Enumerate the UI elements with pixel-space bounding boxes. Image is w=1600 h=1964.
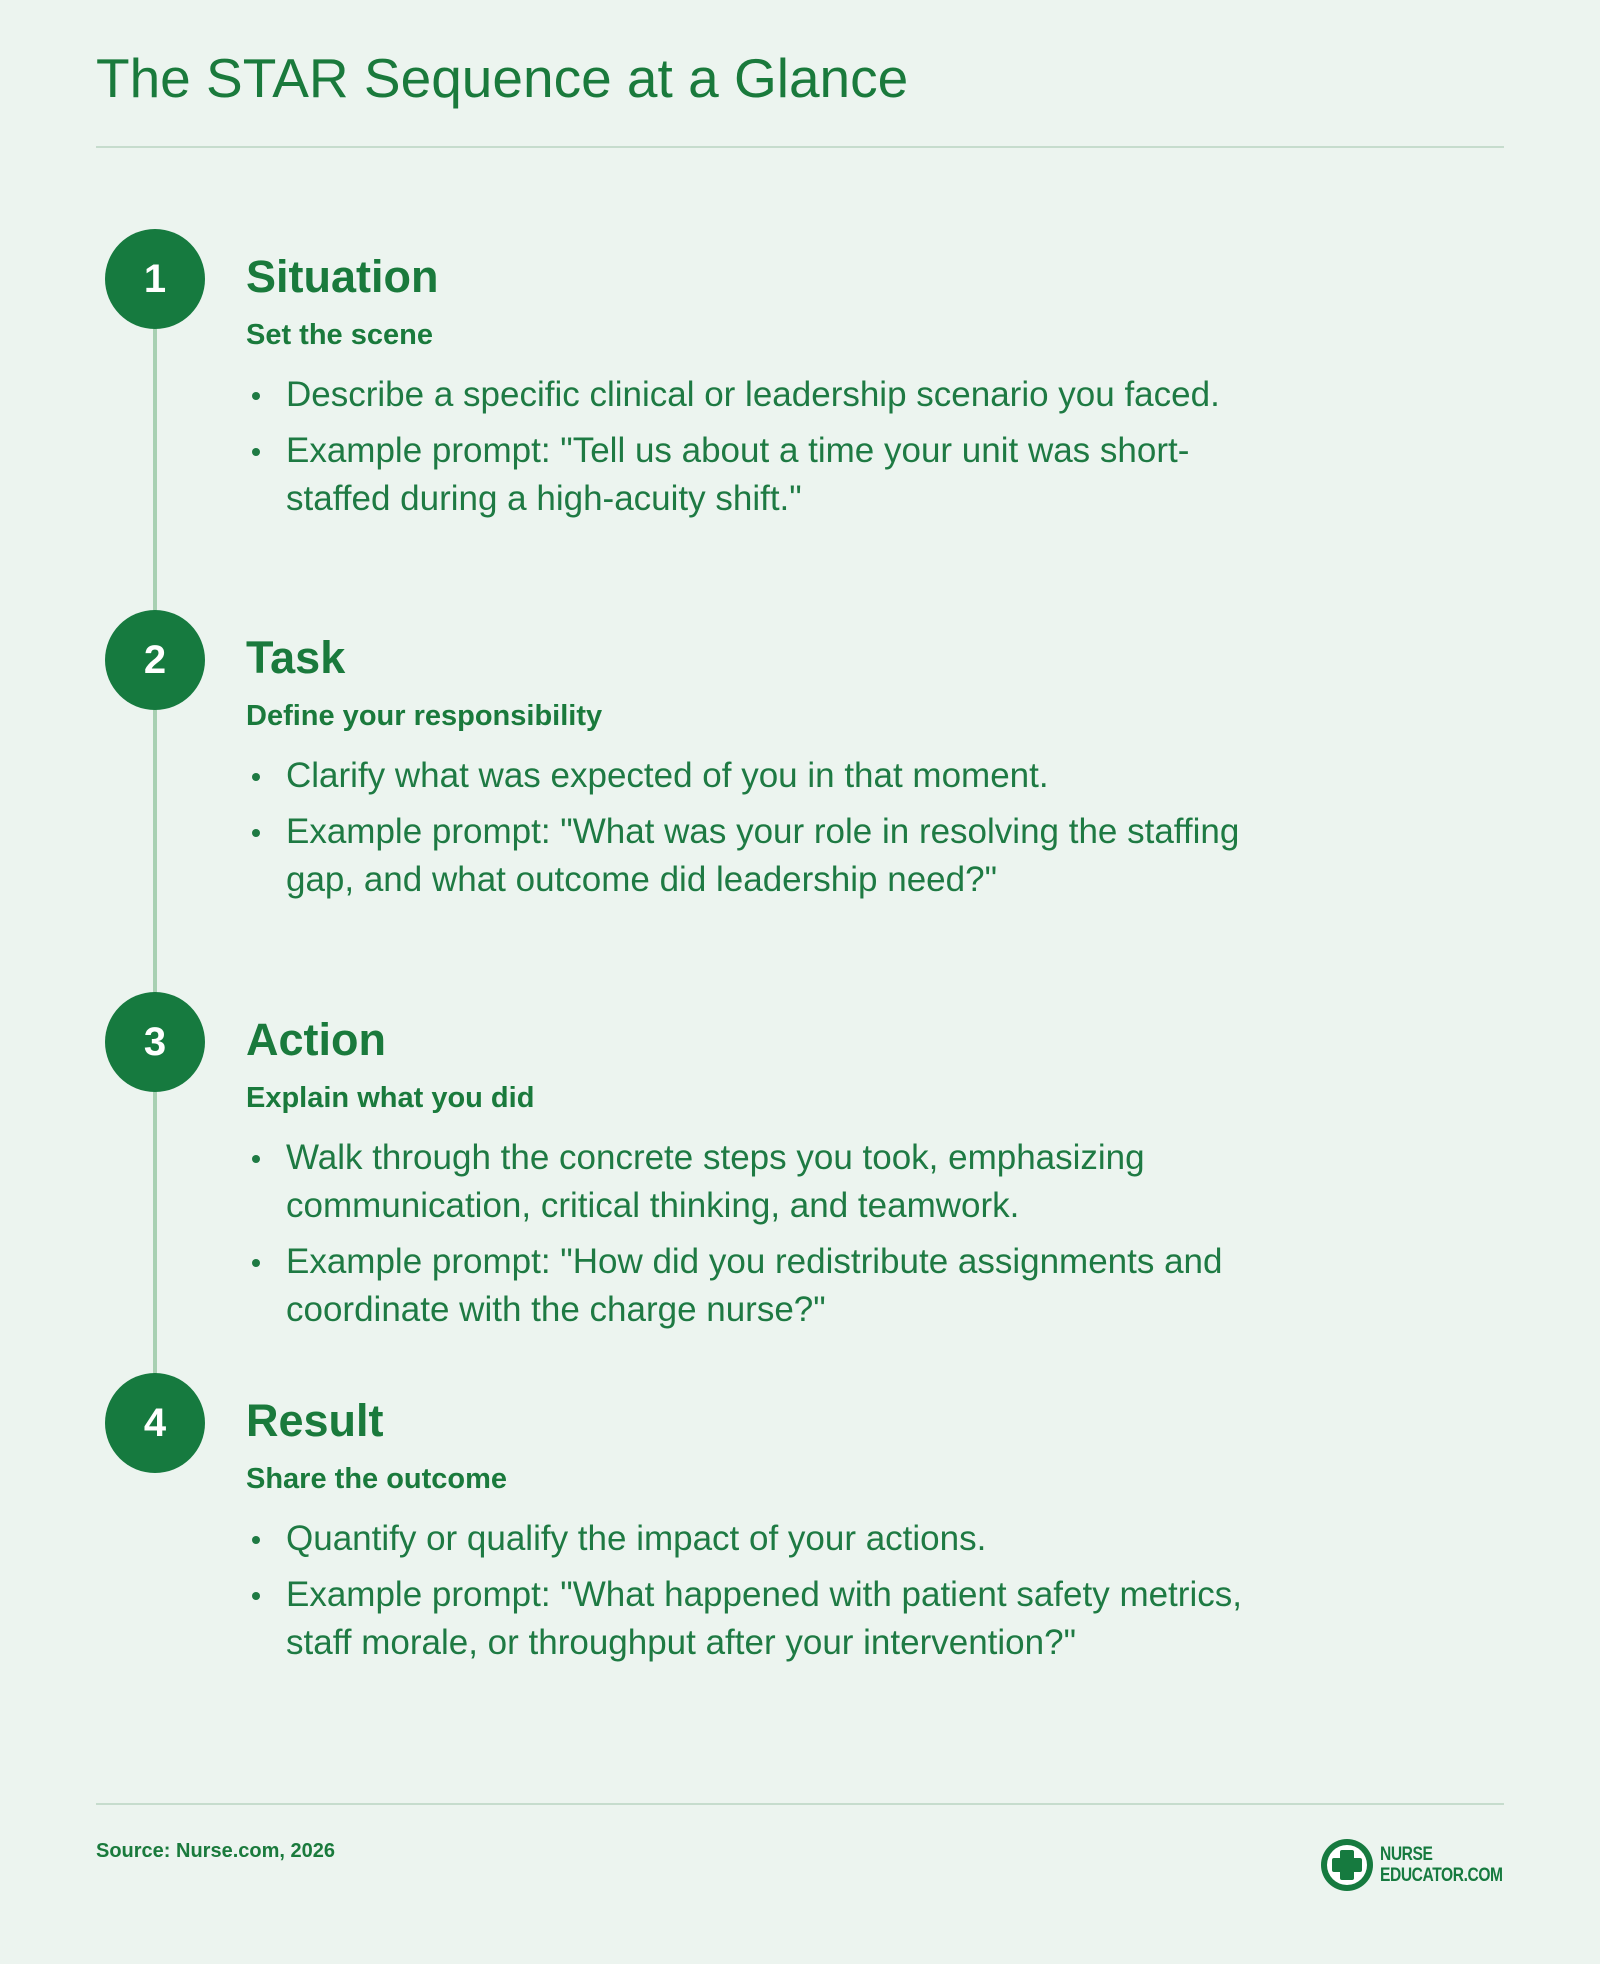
step-4-title: Result — [246, 1395, 384, 1446]
bullet-item — [246, 1571, 1246, 1667]
step-2-number-badge: 2 — [105, 610, 205, 710]
source-note: Source: Nurse.com, 2026 — [96, 1840, 335, 1862]
bullet-dot-icon — [252, 829, 260, 837]
step-3-bullet-list — [246, 1134, 1246, 1334]
timeline-connector — [153, 280, 157, 1430]
logo-line-1: NURSE — [1380, 1844, 1433, 1865]
bullet-dot-icon — [252, 1155, 260, 1163]
step-4-subtitle: Share the outcome — [246, 1463, 508, 1495]
bullet-dot-icon — [252, 1259, 260, 1267]
bullet-dot-icon — [252, 448, 260, 456]
step-2-bullet-list — [246, 752, 1246, 904]
bullet-dot-icon — [252, 392, 260, 400]
page-title: The STAR Sequence at a Glance — [96, 47, 909, 109]
step-1-number-badge: 1 — [105, 229, 205, 329]
step-3-action — [246, 1012, 1246, 1342]
bullet-item — [246, 427, 1246, 523]
step-1-title: Situation — [246, 251, 439, 302]
step-2-title: Task — [246, 632, 346, 683]
logo-line-2: EDUCATOR.COM — [1380, 1865, 1503, 1886]
step-2-task — [246, 630, 1246, 912]
step-4-bullet-list — [246, 1515, 1246, 1667]
step-4-result — [246, 1393, 1246, 1675]
bottom-divider — [96, 1803, 1504, 1805]
top-divider — [96, 146, 1504, 148]
bullet-dot-icon — [252, 1536, 260, 1544]
bullet-item — [246, 1238, 1246, 1334]
bullet-item — [246, 1134, 1246, 1230]
bullet-dot-icon — [252, 773, 260, 781]
bullet-item — [246, 371, 1246, 419]
step-2-subtitle: Define your responsibility — [246, 700, 603, 732]
bullet-item — [246, 1515, 1246, 1563]
step-3-title: Action — [246, 1014, 386, 1065]
bullet-dot-icon — [252, 1592, 260, 1600]
bullet-item — [246, 752, 1246, 800]
bullet-text: Example prompt: "What was your role in resolving the staffing gap, and what outcome did leadership need?" — [286, 812, 1240, 899]
brand-logo — [1320, 1838, 1530, 1892]
bullet-text: Example prompt: "Tell us about a time your unit was short-staffed during a high-acuity shift." — [286, 431, 1190, 518]
bullet-text: Clarify what was expected of you in that moment. — [286, 756, 1049, 795]
bullet-text: Walk through the concrete steps you took, emphasizing communication, critical thinking, and teamwork. — [286, 1138, 1145, 1225]
step-3-number-badge: 3 — [105, 992, 205, 1092]
bullet-item — [246, 808, 1246, 904]
step-1-bullet-list — [246, 371, 1246, 523]
bullet-text: Quantify or qualify the impact of your actions. — [286, 1519, 987, 1558]
step-3-subtitle: Explain what you did — [246, 1082, 535, 1114]
bullet-text: Example prompt: "What happened with patient safety metrics, staff morale, or throughput after your intervention?" — [286, 1575, 1242, 1662]
medical-cross-icon — [1320, 1838, 1374, 1892]
logo-wordmark — [1380, 1844, 1503, 1886]
step-1-situation — [246, 249, 1246, 531]
step-4-number-badge: 4 — [105, 1373, 205, 1473]
bullet-text: Describe a specific clinical or leadership scenario you faced. — [286, 375, 1220, 414]
step-1-subtitle: Set the scene — [246, 319, 433, 351]
bullet-text: Example prompt: "How did you redistribute assignments and coordinate with the charge nurse?" — [286, 1242, 1223, 1329]
